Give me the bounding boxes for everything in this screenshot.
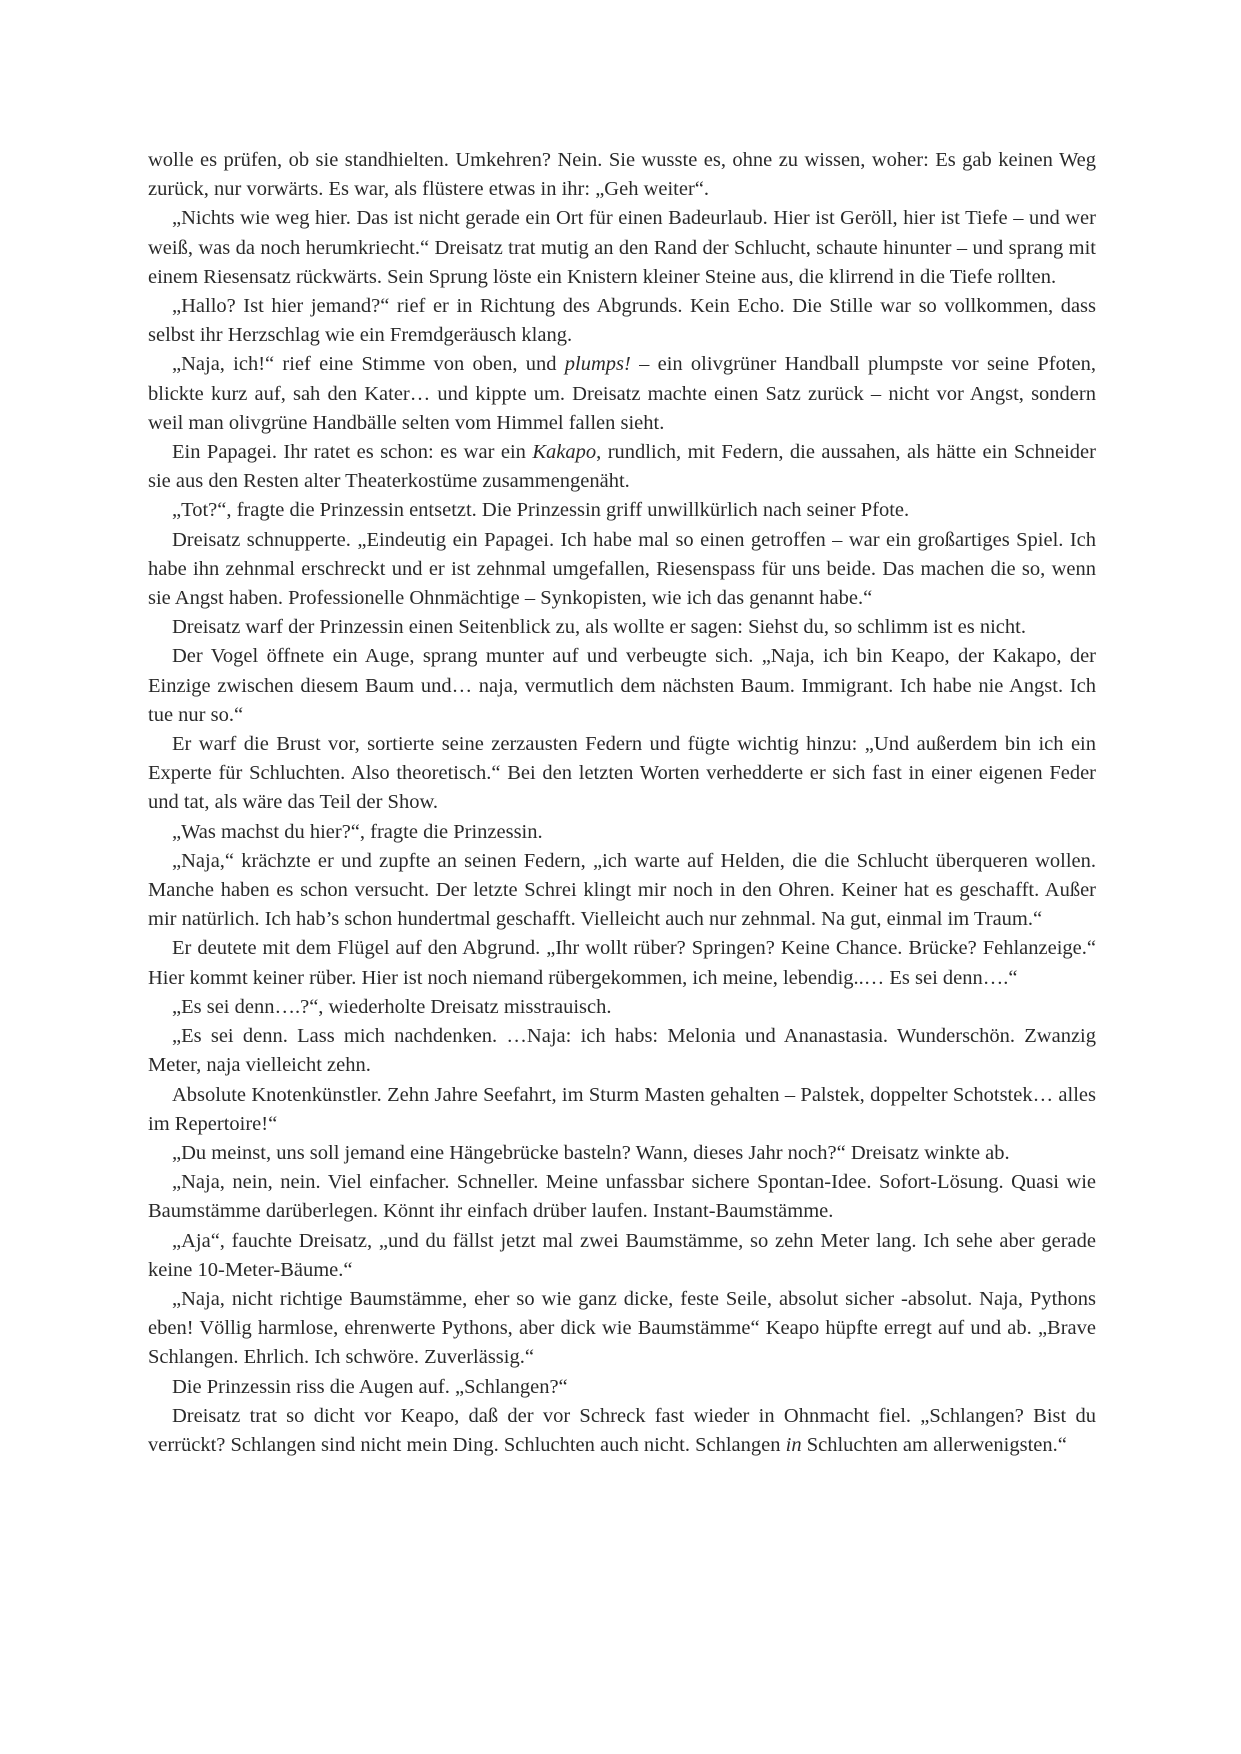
emphasis-text: in [785,1433,802,1456]
paragraph: „Aja“, fauchte Dreisatz, „und du fällst jetzt mal zwei Baumstämme, so zehn Meter lang. Ich sehe aber gerade keine 10-Meter-Bäume.“ [148,1229,1096,1281]
paragraph: „Es sei denn. Lass mich nachdenken. …Naja: ich habs: Melonia und Ananastasia. Wunderschön. Zwanzig Meter, naja vielleicht zehn. [148,1025,1096,1077]
paragraph: „Naja, nicht richtige Baumstämme, eher so wie ganz dicke, feste Seile, absolut sicher -absolut. Naja, Pythons eben! Völlig harmlose, ehrenwerte Pythons, aber dick wie Baumstämme“ Keapo hüpfte erregt auf und ab. „Brave Schlangen. Ehrlich. Ich schwöre. Zuverlässig.“ [148,1287,1096,1369]
paragraph-text: Schluchten am allerwenigsten.“ [801,1433,1067,1456]
paragraph: Er warf die Brust vor, sortierte seine zerzausten Federn und fügte wichtig hinzu: „Und außerdem bin ich ein Experte für Schluchten. Also theoretisch.“ Bei den letzten Worten verhedderte er sich fast in einer eigenen Feder und tat, als wäre das Teil der Show. [148,733,1096,814]
paragraph: „Nichts wie weg hier. Das ist nicht gerade ein Ort für einen Badeurlaub. Hier ist Geröll, hier ist Tiefe – und wer weiß, was da noch herumkriecht.“ Dreisatz trat mutig an den Rand der Schlucht, schaute hinunter – und sprang mit einem Riesensatz rückwärts. Sein Sprung löste ein Knistern kleiner Steine aus, die klirrend in die Tiefe rollten. [148,207,1096,288]
paragraph: Dreisatz warf der Prinzessin einen Seitenblick zu, als wollte er sagen: Siehst du, so schlimm ist es nicht. [172,616,1026,639]
paragraph [148,1402,1096,1460]
paragraph: „Du meinst, uns soll jemand eine Hängebrücke basteln? Wann, dieses Jahr noch?“ Dreisatz winkte ab. [172,1141,1010,1164]
document-page [148,146,1096,1460]
paragraph [148,438,1096,496]
paragraph: Er deutete mit dem Flügel auf den Abgrund. „Ihr wollt rüber? Springen? Keine Chance. Brücke? Fehlanzeige.“ Hier kommt keiner rüber. Hier ist noch niemand rübergekommen, ich meine, lebendig..… Es sei denn….“ [148,937,1096,989]
emphasis-text: Kakapo [532,441,597,464]
paragraph: „Was machst du hier?“, fragte die Prinzessin. [172,820,543,843]
paragraph: „Naja,“ krächzte er und zupfte an seinen Federn, „ich warte auf Helden, die die Schlucht überqueren wollen. Manche haben es schon versucht. Der letzte Schrei klingt mir noch in den Ohren. Keiner hat es geschafft. Außer mir natürlich. Ich hab’s schon hundertmal geschafft. Vielleicht auch nur zehnmal. Na gut, einmal im Traum.“ [148,849,1096,931]
paragraph: „Hallo? Ist hier jemand?“ rief er in Richtung des Abgrunds. Kein Echo. Die Stille war so vollkommen, dass selbst ihr Herzschlag wie ein Fremdgeräusch klang. [148,295,1096,347]
paragraph [148,350,1096,438]
paragraph-text: „Naja, ich!“ rief eine Stimme von oben, und [172,353,565,376]
paragraph-text: Ein Papagei. Ihr ratet es schon: es war ein [172,441,533,464]
emphasis-text: plumps! [564,353,631,376]
paragraph-text: – ein olivgrüner Handball plumpste vor seine Pfoten, blickte kurz auf, sah den Kater… und kippte um. Dreisatz machte einen Satz zurück – nicht vor Angst, sondern weil man olivgrüne Handbälle selten vom Himmel fallen sieht. [148,353,1096,434]
paragraph: Der Vogel öffnete ein Auge, sprang munter auf und verbeugte sich. „Naja, ich bin Keapo, der Kakapo, der Einzige zwischen diesem Baum und… naja, vermutlich dem nächsten Baum. Immigrant. Ich habe nie Angst. Ich tue nur so.“ [148,645,1096,726]
paragraph: Dreisatz schnupperte. „Eindeutig ein Papagei. Ich habe mal so einen getroffen – war ein großartiges Spiel. Ich habe ihn zehnmal erschreckt und er ist zehnmal umgefallen, Riesenspass für uns beide. Das machen die so, wenn sie Angst haben. Professionelle Ohnmächtige – Synkopisten, wie ich das genannt habe.“ [148,528,1096,610]
paragraph: Absolute Knotenkünstler. Zehn Jahre Seefahrt, im Sturm Masten gehalten – Palstek, doppelter Schotstek… alles im Repertoire!“ [148,1083,1096,1135]
paragraph: Die Prinzessin riss die Augen auf. „Schlangen?“ [172,1375,568,1398]
paragraph: wolle es prüfen, ob sie standhielten. Umkehren? Nein. Sie wusste es, ohne zu wissen, woher: Es gab keinen Weg zurück, nur vorwärts. Es war, als flüstere etwas in ihr: „Geh weiter“. [148,149,1096,201]
paragraph-text: , rundlich, mit Federn, die aussahen, als hätte ein Schneider sie aus den Resten alter Theaterkostüme zusammengenäht. [148,441,1096,493]
paragraph-text: Dreisatz trat so dicht vor Keapo, daß der vor Schreck fast wieder in Ohnmacht fiel. „Schlangen? Bist du verrückt? Schlangen sind nicht mein Ding. Schluchten auch nicht. Schlangen [148,1404,1096,1456]
paragraph: „Es sei denn….?“, wiederholte Dreisatz misstrauisch. [172,995,612,1018]
paragraph: „Tot?“, fragte die Prinzessin entsetzt. Die Prinzessin griff unwillkürlich nach seiner Pfote. [172,499,910,522]
paragraph: „Naja, nein, nein. Viel einfacher. Schneller. Meine unfassbar sichere Spontan-Idee. Sofort-Lösung. Quasi wie Baumstämme darüberlegen. Könnt ihr einfach drüber laufen. Instant-Baumstämme. [148,1171,1096,1223]
